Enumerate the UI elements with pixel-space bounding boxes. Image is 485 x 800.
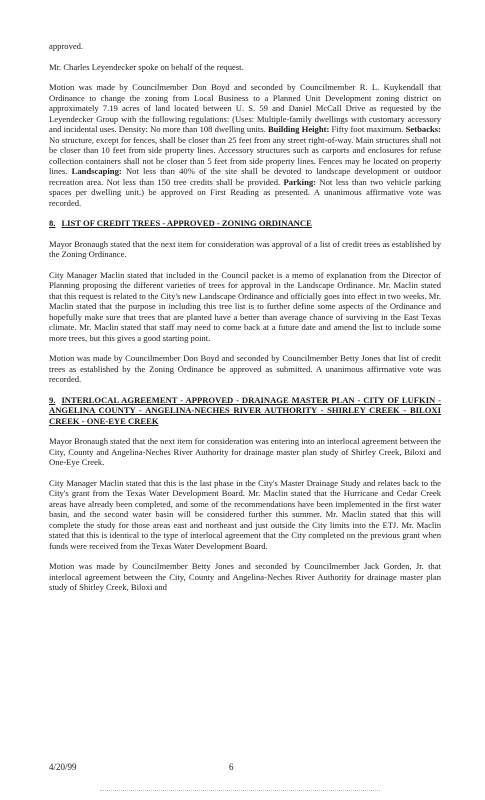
paragraph-leyendecker: Mr. Charles Leyendecker spoke on behalf of the request. [49,61,244,72]
paragraph-9-intro: Mayor Bronaugh stated that the next item for consideration was entering into an interlocal agreement between the City, County and Angelina-Neches River Authority for drainage master plan study of Shirley Creek, Biloxi and One-Eye Creek. [49,436,441,467]
label-building-height: Building Height: [267,124,330,134]
paragraph-motion-zoning [49,82,441,208]
paragraph-9-maclin: City Manager Maclin stated that this is the last phase in the City's Master Drainage Study and relates back to the City's grant from the Texas Water Development Board. Mr. Maclin stated that the Hurricane and Cedar Creek areas have already been completed, and some of the recommendations have been implemented in the first water basin, and the second water basin will be considered further this summer. Mr. Maclin stated that this will complete the study for those areas east and northeast and just outside the City limits into the ETJ. Mr. Maclin stated that this is identical to the type of interlocal agreement that the City completed on the previous grant when funds were received from the Texas Water Development Board. [49,477,441,551]
page-footer [49,762,441,772]
section-number-8: 8. [49,218,56,228]
footer-page-number: 6 [229,762,234,772]
section-title-9: INTERLOCAL AGREEMENT - APPROVED - DRAINAGE MASTER PLAN - CITY OF LUFKIN - ANGELINA COUNTY - ANGELINA-NECHES RIVER AUTHORITY - SHIRLEY CREEK - BILOXI CREEK - ONE-EYE CREEK [49,394,441,426]
document-body [49,41,441,603]
paragraph-approved: approved. [49,41,84,51]
label-parking: Parking: [283,176,317,187]
section-number-9: 9. [49,394,56,405]
motion-text-c: No structure, except for fences, shall be closer than 25 feet from any street right-of-way. Main structures shall not be closer than 10 feet from side property lines. Accessory structures such as carports and enclosures for refuse collection containers shall not be closer than 5 feet from side property lines. Fences may be located on property lines. [49,134,441,176]
label-setbacks: Setbacks: [405,124,441,134]
label-landscaping: Landscaping: [71,166,122,176]
footer-date: 4/20/99 [49,762,77,772]
motion-text-d: Not less than 40% of the site shall be devoted to landscape development or outdoor recreation area. Not less than 150 tree credits shall be provided. [49,166,441,187]
paragraph-8-motion: Motion was made by Councilmember Don Boyd and seconded by Councilmember Betty Jones that list of credit trees as established by the Zoning Ordinance be approved as submitted. A unanimous affirmative vote was recorded. [49,353,441,384]
motion-text-b: Fifty foot maximum. [331,124,404,134]
section-heading-9 [49,395,441,427]
paragraph-8-intro: Mayor Bronaugh stated that the next item for consideration was approval of a list of credit trees as established by the Zoning Ordinance. [49,238,441,259]
paragraph-9-motion: Motion was made by Councilmember Betty Jones and seconded by Councilmember Jack Gorden, Jr. that interlocal agreement between the City, County and Angelina-Neches River Authority for drainage master plan study of Shirley Creek, Biloxi and [49,561,441,592]
scan-artifact-line [100,790,380,795]
motion-text-e: Not less than two vehicle parking spaces per dwelling unit.) be approved on First Reading as presented. A unanimous affirmative vote was recorded. [49,176,441,208]
motion-text-a: Motion was made by Councilmember Don Boyd and seconded by Councilmember R. L. Kuykendall that Ordinance to change the zoning from Local Business to a Planned Unit Development zoning district on approximately 7.19 acres of land located between U. S. 59 and Daniel McCall Drive as requested by the Leyendecker Group with the following regulations: (Uses: Multiple-family dwellings with customary accessory and incidental uses. Density: No more than 108 dwelling units. [49,82,441,134]
section-heading-8 [49,218,441,229]
paragraph-8-maclin: City Manager Maclin stated that included in the Council packet is a memo of explanation from the Director of Planning proposing the different varieties of trees for approval in the Landscape Ordinance. Mr. Maclin stated that this request is related to the City's new Landscape Ordinance and officially goes into effect in two weeks. Mr. Maclin stated that the purpose in including this tree list is to further define some aspects of the Ordinance and hopefully make sure that trees that are planted have a better than average chance of surviving in the East Texas climate. Mr. Maclin stated that staff may need to come back at a future date and amend the list to include some more trees, but this gives a good starting point. [49,269,441,343]
section-title-8: LIST OF CREDIT TREES - APPROVED - ZONING ORDINANCE [61,218,312,228]
